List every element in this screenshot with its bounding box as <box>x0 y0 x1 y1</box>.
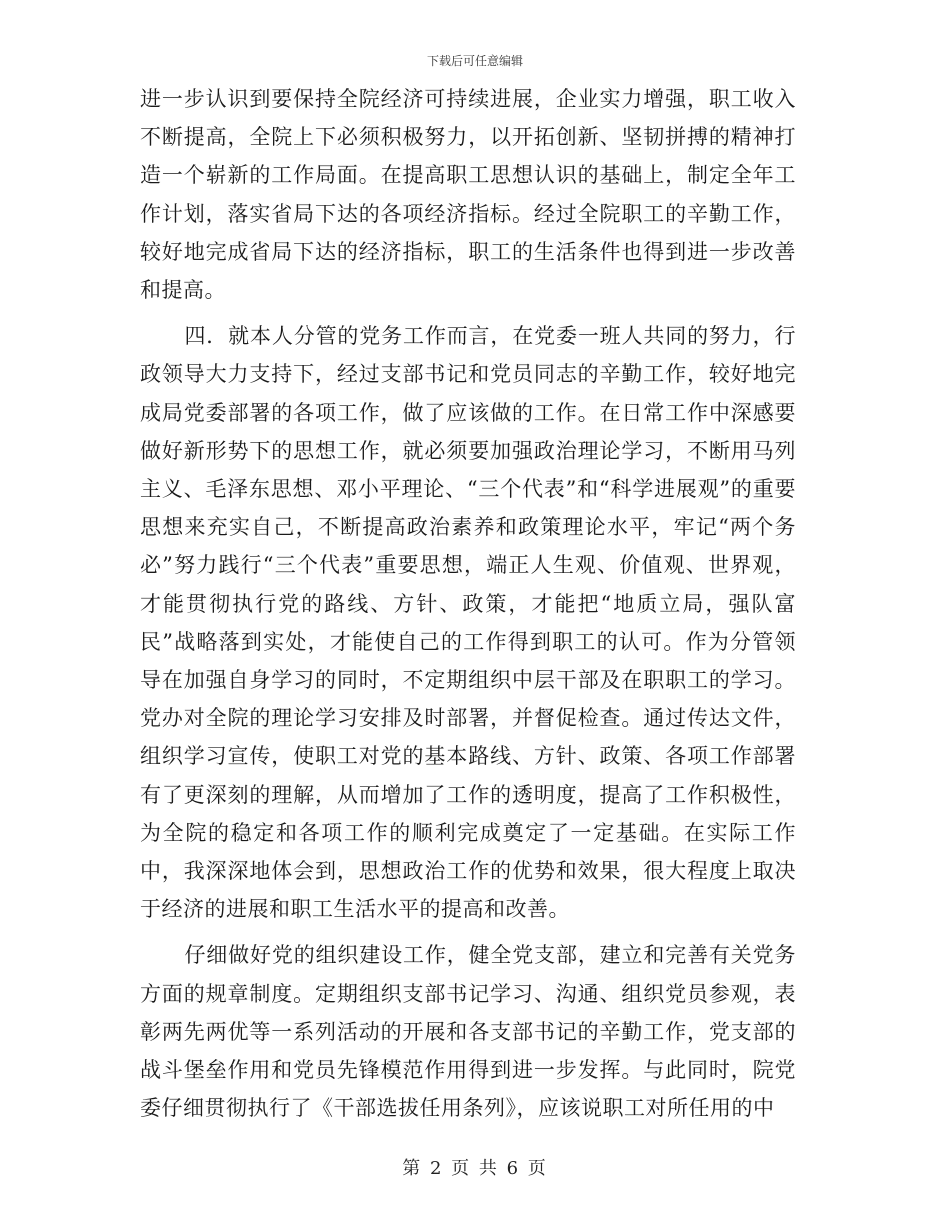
paragraph-text: 仔细做好党的组织建设工作，健全党支部，建立和完善有关党务方面的规章制度。定期组织支部书记学习、沟通、组织党员参观，表彰两先两优等一系列活动的开展和各支部书记的辛勤工作，党支部的战斗堡垒作用和党员先锋模范作用得到进一步发挥。与此同时，院党委仔细贯彻执行了《干部选拔任用条列》，应该说职工对所任用的中 <box>140 943 796 1121</box>
paragraph-text: 进一步认识到要保持全院经济可持续进展，企业实力增强，职工收入不断提高，全院上下必须积极努力，以开拓创新、坚韧拼搏的精神打造一个崭新的工作局面。在提高职工思想认识的基础上，制定全年工作计划，落实省局下达的各项经济指标。经过全院职工的辛勤工作，较好地完成省局下达的经济指标，职工的生活条件也得到进一步改善和提高。 <box>140 87 796 303</box>
paragraph-text: 四．就本人分管的党务工作而言，在党委一班人共同的努力，行政领导大力支持下，经过支部书记和党员同志的辛勤工作，较好地完成局党委部署的各项工作，做了应该做的工作。在日常工作中深感要做好新形势下的思想工作，就必须要加强政治理论学习，不断用马列主义、毛泽东思想、邓小平理论、“三个代表”和“科学进展观”的重要思想来充实自己，不断提高政治素养和政策理论水平，牢记“两个务必”努力践行“三个代表”重要思想，端正人生观、价值观、世界观，才能贯彻执行党的路线、方针、政策，才能把“地质立局，强队富民”战略落到实处，才能使自己的工作得到职工的认可。作为分管领导在加强自身学习的同时，不定期组织中层干部及在职职工的学习。党办对全院的理论学习安排及时部署，并督促检查。通过传达文件，组织学习宣传，使职工对党的基本路线、方针、政策、各项工作部署有了更深刻的理解，从而增加了工作的透明度，提高了工作积极性，为全院的稳定和各项工作的顺利完成奠定了一定基础。在实际工作中，我深深地体会到，思想政治工作的优势和效果，很大程度上取决于经济的进展和职工生活水平的提高和改善。 <box>140 324 796 922</box>
paragraph-organization <box>140 936 796 1127</box>
page-number-footer: 第 2 页 共 6 页 <box>402 1158 548 1179</box>
document-body <box>140 80 796 1127</box>
paragraph-continuation <box>140 80 796 309</box>
paragraph-party-work <box>140 317 796 928</box>
page-header: 下载后可任意编辑 <box>426 54 523 68</box>
